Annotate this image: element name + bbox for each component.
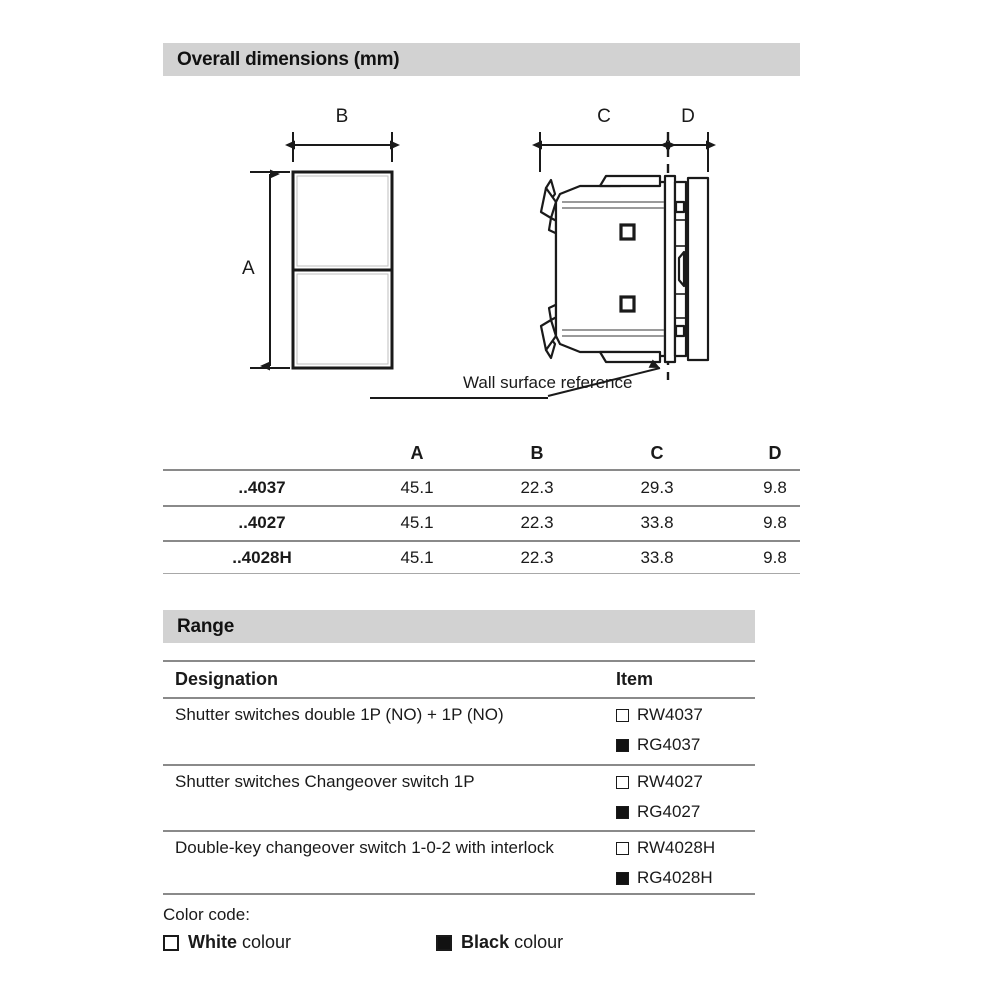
range-item-code: RW4027	[637, 772, 703, 791]
dimensions-row-b: 22.3	[520, 548, 554, 567]
range-row-item	[616, 772, 703, 792]
dimensions-row-a: 45.1	[400, 548, 434, 567]
range-item-code: RW4037	[637, 705, 703, 724]
range-item-code: RG4028H	[637, 868, 713, 887]
white-swatch-icon	[616, 842, 629, 855]
color-code-entry-black	[436, 932, 563, 953]
table-rule	[163, 764, 755, 766]
dimensions-row-d: 9.8	[763, 478, 787, 497]
table-rule	[163, 540, 800, 542]
black-swatch-icon	[616, 872, 629, 885]
range-row-item	[616, 838, 715, 858]
dimension-cd-extensions	[540, 132, 708, 172]
dimensions-row-b: 22.3	[520, 478, 554, 497]
dimensions-row-a: 45.1	[400, 478, 434, 497]
black-swatch-icon	[616, 806, 629, 819]
dimensions-row-item: ..4027	[238, 513, 286, 532]
dimensions-row-d: 9.8	[763, 513, 787, 532]
table-rule	[163, 893, 755, 895]
range-col-designation: Designation	[175, 669, 279, 689]
wall-surface-reference-label: Wall surface reference	[463, 373, 633, 392]
color-code-black-rest: colour	[514, 932, 564, 952]
black-swatch-icon	[616, 739, 629, 752]
black-swatch-icon	[436, 935, 452, 951]
faceplate	[665, 176, 708, 362]
dimensions-row-c: 33.8	[640, 548, 674, 567]
range-row-designation: Shutter switches Changeover switch 1P	[175, 772, 475, 791]
dimensions-row-item: ..4028H	[232, 548, 292, 567]
white-swatch-icon	[163, 935, 179, 951]
dimensions-col-d: D	[768, 443, 782, 463]
dimensions-col-a: A	[410, 443, 424, 463]
dimensions-row-c: 33.8	[640, 513, 674, 532]
table-rule	[163, 573, 800, 574]
dimensions-row-c: 29.3	[640, 478, 674, 497]
range-row-item	[616, 705, 703, 725]
dimensions-row-item: ..4037	[238, 478, 286, 497]
side-view-body	[541, 176, 665, 362]
range-item-code: RW4028H	[637, 838, 716, 857]
dimensions-row-b: 22.3	[520, 513, 554, 532]
section-header-dimensions-label: Overall dimensions (mm)	[177, 48, 400, 70]
table-rule	[163, 660, 755, 662]
range-row-designation: Shutter switches double 1P (NO) + 1P (NO)	[175, 705, 504, 724]
color-code-white-strong: White	[188, 932, 237, 952]
range-row-item	[616, 735, 700, 755]
color-code-title: Color code:	[163, 905, 250, 924]
section-header-dimensions	[163, 43, 800, 76]
dimension-label-c: C	[597, 106, 611, 127]
technical-drawing-svg	[0, 90, 1000, 420]
section-header-range	[163, 610, 755, 643]
dimensions-row-a: 45.1	[400, 513, 434, 532]
dimension-label-d: D	[681, 106, 695, 127]
dimension-label-b: B	[335, 106, 349, 127]
color-code-legend	[163, 905, 563, 953]
table-rule	[163, 697, 755, 699]
table-rule	[163, 505, 800, 507]
white-swatch-icon	[616, 776, 629, 789]
color-code-black-strong: Black	[461, 932, 510, 952]
range-row-item	[616, 868, 713, 888]
range-row-designation: Double-key changeover switch 1-0-2 with interlock	[175, 838, 554, 857]
color-code-entry-white	[163, 932, 291, 953]
range-row-item	[616, 802, 700, 822]
dimensions-row-d: 9.8	[763, 548, 787, 567]
color-code-white-rest: colour	[242, 932, 292, 952]
table-rule	[163, 830, 755, 832]
dimension-b	[293, 132, 392, 162]
white-swatch-icon	[616, 709, 629, 722]
section-header-range-label: Range	[177, 615, 235, 637]
dimensions-col-c: C	[650, 443, 664, 463]
front-view-body	[293, 172, 392, 368]
technical-drawing	[0, 90, 1000, 420]
dimensions-col-b: B	[530, 443, 544, 463]
dimension-label-a: A	[242, 258, 255, 279]
range-item-code: RG4027	[637, 802, 701, 821]
table-rule	[163, 469, 800, 471]
range-col-item: Item	[616, 669, 654, 689]
range-item-code: RG4037	[637, 735, 701, 754]
